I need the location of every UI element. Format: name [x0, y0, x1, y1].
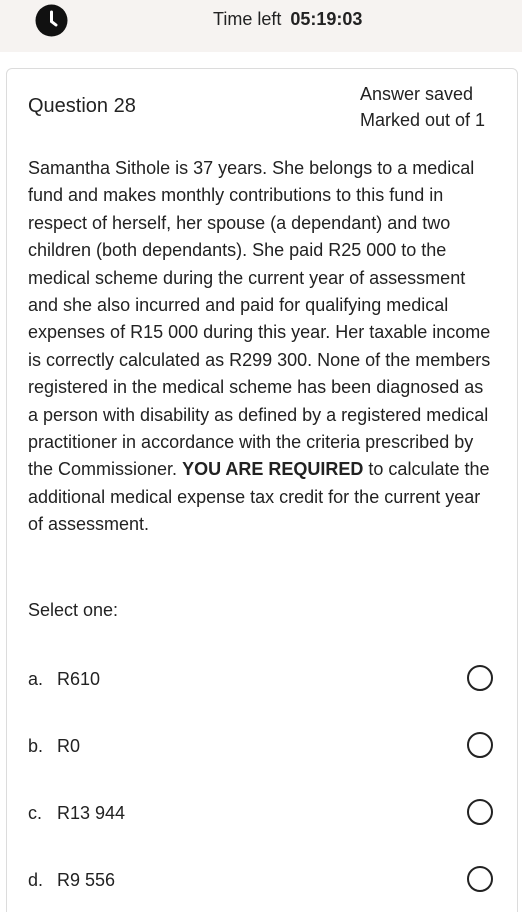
option-label	[28, 736, 80, 757]
option-letter: c.	[28, 803, 43, 823]
option-text: R0	[57, 736, 81, 756]
option-label	[28, 669, 100, 690]
radio-button-b[interactable]	[467, 732, 493, 758]
option-letter: a.	[28, 669, 44, 689]
question-text-part1: Samantha Sithole is 37 years. She belongs to a medical fund and makes monthly contributions to this fund in respect of herself, her spouse (a dependant) and two children (both dependants). She paid R25 000 to the medical scheme during the current year of assessment and she also incurred and paid for qualifying medical expenses of R15 000 during this year. Her taxable income is correctly calculated as R299 300. None of the members registered in the medical scheme has been diagnosed as a person with disability as defined by a registered medical practitioner in accordance with the criteria prescribed by the Commissioner.	[28, 158, 491, 480]
question-status	[360, 81, 485, 133]
option-text: R610	[57, 669, 101, 689]
question-title: Question 28	[28, 95, 136, 117]
answer-saved-status: Answer saved	[360, 84, 474, 104]
answer-option-b[interactable]	[0, 728, 522, 768]
option-label	[28, 870, 115, 891]
top-bar	[0, 0, 522, 52]
option-text: R13 944	[57, 803, 126, 823]
question-text-required: YOU ARE REQUIRED	[182, 459, 364, 480]
question-text-part2: to calculate the additional medical expense tax credit for the current year of assessment.	[28, 459, 490, 535]
answer-option-c[interactable]	[0, 795, 522, 835]
marks-info: Marked out of 1	[360, 110, 486, 130]
timer-label: Time left	[213, 9, 282, 29]
question-text	[28, 155, 498, 539]
clock-icon	[35, 4, 68, 37]
option-letter: d.	[28, 870, 44, 890]
answer-option-d[interactable]	[0, 862, 522, 902]
timer-value: 05:19:03	[290, 9, 363, 29]
select-prompt: Select one:	[28, 600, 119, 620]
answer-option-a[interactable]	[0, 661, 522, 701]
radio-button-d[interactable]	[467, 866, 493, 892]
timer	[213, 9, 362, 30]
option-text: R9 556	[57, 870, 116, 890]
option-label	[28, 803, 125, 824]
radio-button-c[interactable]	[467, 799, 493, 825]
option-letter: b.	[28, 736, 44, 756]
radio-button-a[interactable]	[467, 665, 493, 691]
